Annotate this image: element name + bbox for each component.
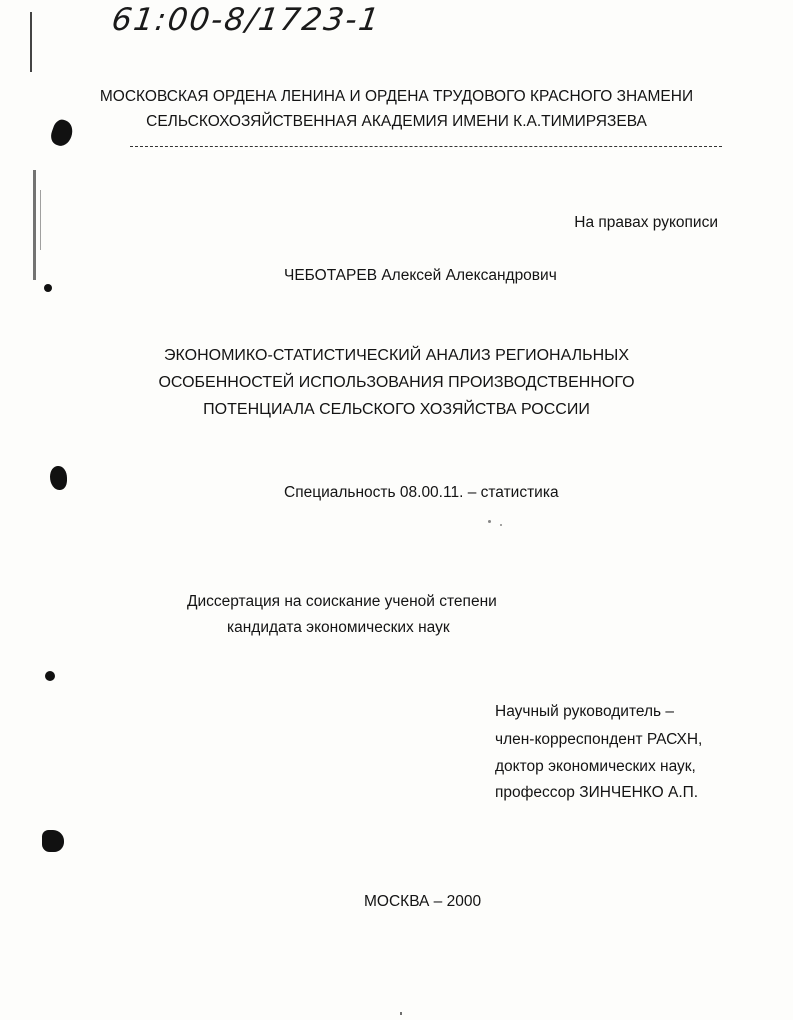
supervisor-line-4: профессор ЗИНЧЕНКО А.П.: [495, 784, 699, 801]
punch-hole-mark: [42, 830, 64, 852]
supervisor-line-2: член-корреспондент РАСХН,: [495, 731, 703, 748]
speck-mark: [488, 520, 491, 523]
manuscript-rights: На правах рукописи: [574, 214, 718, 231]
speck-mark: [400, 1012, 402, 1015]
degree-line-1: Диссертация на соискание ученой степени: [187, 593, 497, 610]
scan-edge-mark: [30, 12, 32, 72]
punch-hole-mark: [45, 671, 55, 681]
supervisor-line-3: доктор экономических наук,: [495, 758, 696, 775]
supervisor-line-1: Научный руководитель –: [495, 703, 675, 720]
specialty: Специальность 08.00.11. – статистика: [284, 484, 559, 501]
degree-line-2: кандидата экономических наук: [227, 619, 450, 636]
city-year: МОСКВА – 2000: [364, 893, 482, 910]
title-line-3: ПОТЕНЦИАЛА СЕЛЬСКОГО ХОЗЯЙСТВА РОССИИ: [203, 401, 590, 418]
title-line-1: ЭКОНОМИКО-СТАТИСТИЧЕСКИЙ АНАЛИЗ РЕГИОНАЛЬНЫХ: [163, 347, 630, 364]
institution-line-2: СЕЛЬСКОХОЗЯЙСТВЕННАЯ АКАДЕМИЯ ИМЕНИ К.А.ТИМИРЯЗЕВА: [146, 113, 647, 130]
institution-line-1: МОСКОВСКАЯ ОРДЕНА ЛЕНИНА И ОРДЕНА ТРУДОВОГО КРАСНОГО ЗНАМЕНИ: [99, 88, 694, 105]
punch-hole-mark: [50, 466, 67, 490]
header-divider: [130, 146, 722, 147]
punch-hole-mark: [44, 284, 52, 292]
speck-mark: [500, 524, 502, 526]
author-name: ЧЕБОТАРЕВ Алексей Александрович: [284, 267, 557, 284]
scan-edge-mark: [40, 190, 41, 250]
scan-edge-mark: [33, 170, 36, 280]
title-line-2: ОСОБЕННОСТЕЙ ИСПОЛЬЗОВАНИЯ ПРОИЗВОДСТВЕННОГО: [158, 374, 635, 391]
handwritten-catalog-number: 61:00-8/1723-1: [109, 2, 384, 38]
